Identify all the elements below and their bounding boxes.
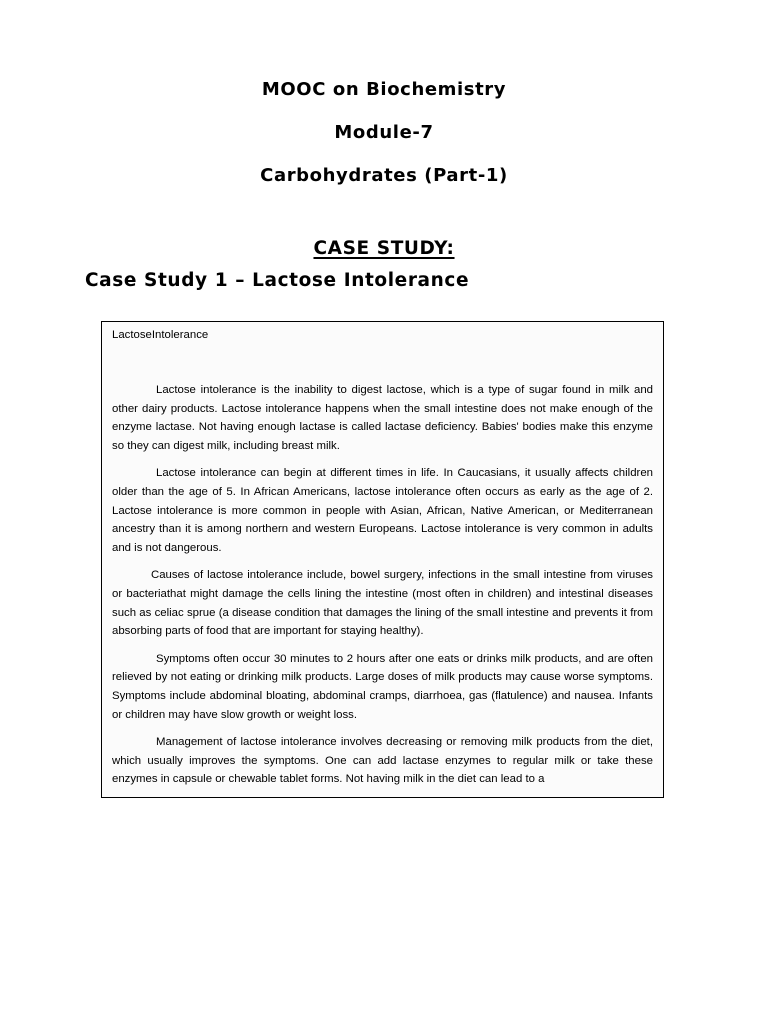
document-title: MOOC on Biochemistry: [261, 79, 507, 100]
paragraph-onset: Lactose intolerance can begin at different times in life. In Caucasians, it usually affects children older than the age of 5. In African Americans, lactose intolerance often occurs as early as the age of 2. Lactose intolerance is more common in people with Asian, African, Native American, or Mediterranean ancestry than it is among northern and western Europeans. Lactose intolerance is very common in adults and is not dangerous.: [112, 467, 653, 554]
box-heading: LactoseIntolerance: [112, 329, 209, 341]
paragraph-definition: Lactose intolerance is the inability to digest lactose, which is a type of sugar found in milk and other dairy products. Lactose intolerance happens when the small intestine does not make enough of the enzyme lactase. Not having enough lactase is called lactase deficiency. Babies' bodies make this enzyme so they can digest milk, including breast milk.: [112, 384, 653, 452]
paragraph-causes: Causes of lactose intolerance include, bowel surgery, infections in the small intestine from viruses or bacteriathat might damage the cells lining the intestine (most often in children) and intestinal diseases such as celiac sprue (a disease condition that damages the lining of the small intestine and prevents it from absorbing parts of food that are important for staying healthy).: [112, 569, 653, 638]
paragraph-management: Management of lactose intolerance involves decreasing or removing milk products from the diet, which usually improves the symptoms. One can add lactase enzymes to regular milk or take these enzymes in capsule or chewable tablet forms. Not having milk in the diet can lead to a: [112, 736, 653, 786]
paragraph-symptoms: Symptoms often occur 30 minutes to 2 hours after one eats or drinks milk products, and are often relieved by not eating or drinking milk products. Large doses of milk products may cause worse symptoms. Symptoms include abdominal bloating, abdominal cramps, diarrhoea, gas (flatulence) and nausea. Infants or children may have slow growth or weight loss.: [112, 652, 653, 721]
topic-heading: Carbohydrates (Part-1): [260, 165, 508, 186]
case-study-box: [101, 321, 664, 798]
section-heading: CASE STUDY:: [313, 238, 455, 259]
module-heading: Module-7: [334, 122, 434, 143]
case-study-title: Case Study 1 – Lactose Intolerance: [85, 270, 470, 291]
